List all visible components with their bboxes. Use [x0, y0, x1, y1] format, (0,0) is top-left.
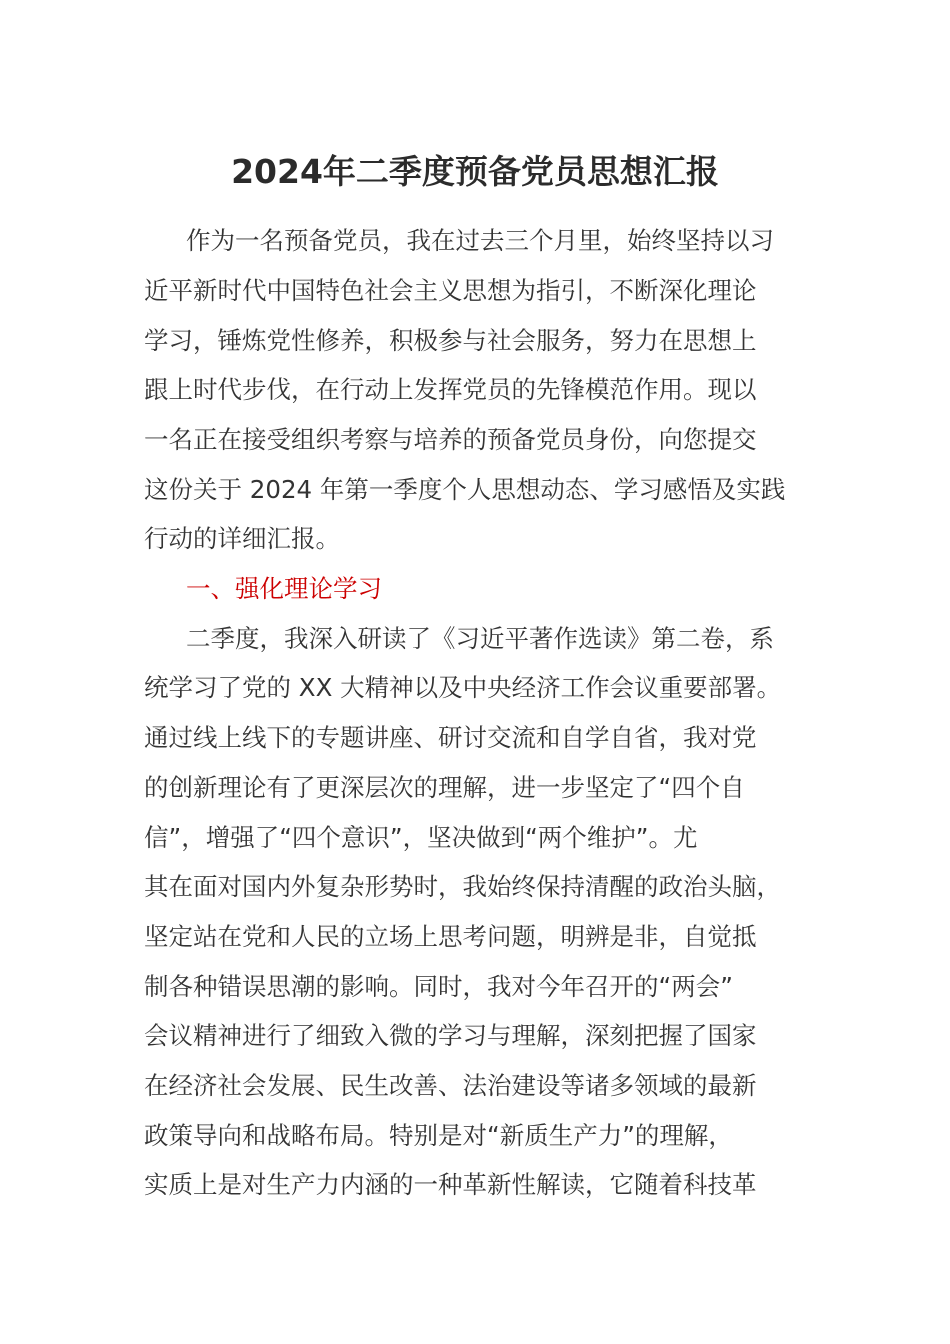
paragraph-line: 信”，增强了“四个意识”，坚决做到“两个维护”。尤	[144, 823, 698, 852]
section-heading: 一、强化理论学习	[186, 574, 382, 603]
paragraph-line: 统学习了党的 XX 大精神以及中央经济工作会议重要部署。	[144, 673, 782, 702]
paragraph-line: 坚定站在党和人民的立场上思考问题，明辨是非，自觉抵	[144, 922, 757, 951]
document-title: 2024年二季度预备党员思想汇报	[231, 152, 719, 191]
paragraph-line: 的创新理论有了更深层次的理解，进一步坚定了“四个自	[144, 773, 745, 802]
paragraph-line: 一名正在接受组织考察与培养的预备党员身份，向您提交	[144, 425, 757, 454]
paragraph-line: 近平新时代中国特色社会主义思想为指引，不断深化理论	[144, 276, 757, 305]
paragraph-line: 制各种错误思潮的影响。同时，我对今年召开的“两会”	[144, 972, 733, 1001]
paragraph-line: 行动的详细汇报。	[144, 524, 340, 553]
paragraph-line: 二季度，我深入研读了《习近平著作选读》第二卷，系	[186, 624, 774, 653]
paragraph-line: 实质上是对生产力内涵的一种革新性解读，它随着科技革	[144, 1170, 757, 1199]
paragraph-line: 作为一名预备党员，我在过去三个月里，始终坚持以习	[186, 226, 774, 255]
paragraph-line: 在经济社会发展、民生改善、法治建设等诸多领域的最新	[144, 1071, 757, 1100]
paragraph-line: 这份关于 2024 年第一季度个人思想动态、学习感悟及实践	[144, 475, 786, 504]
paragraph-line: 其在面对国内外复杂形势时，我始终保持清醒的政治头脑，	[144, 872, 781, 901]
paragraph-line: 通过线上线下的专题讲座、研讨交流和自学自省，我对党	[144, 723, 757, 752]
paragraph-line: 政策导向和战略布局。特别是对“新质生产力”的理解，	[144, 1121, 733, 1150]
paragraph-line: 跟上时代步伐，在行动上发挥党员的先锋模范作用。现以	[144, 375, 757, 404]
paragraph-line: 会议精神进行了细致入微的学习与理解，深刻把握了国家	[144, 1021, 757, 1050]
paragraph-line: 学习，锤炼党性修养，积极参与社会服务，努力在思想上	[144, 326, 757, 355]
